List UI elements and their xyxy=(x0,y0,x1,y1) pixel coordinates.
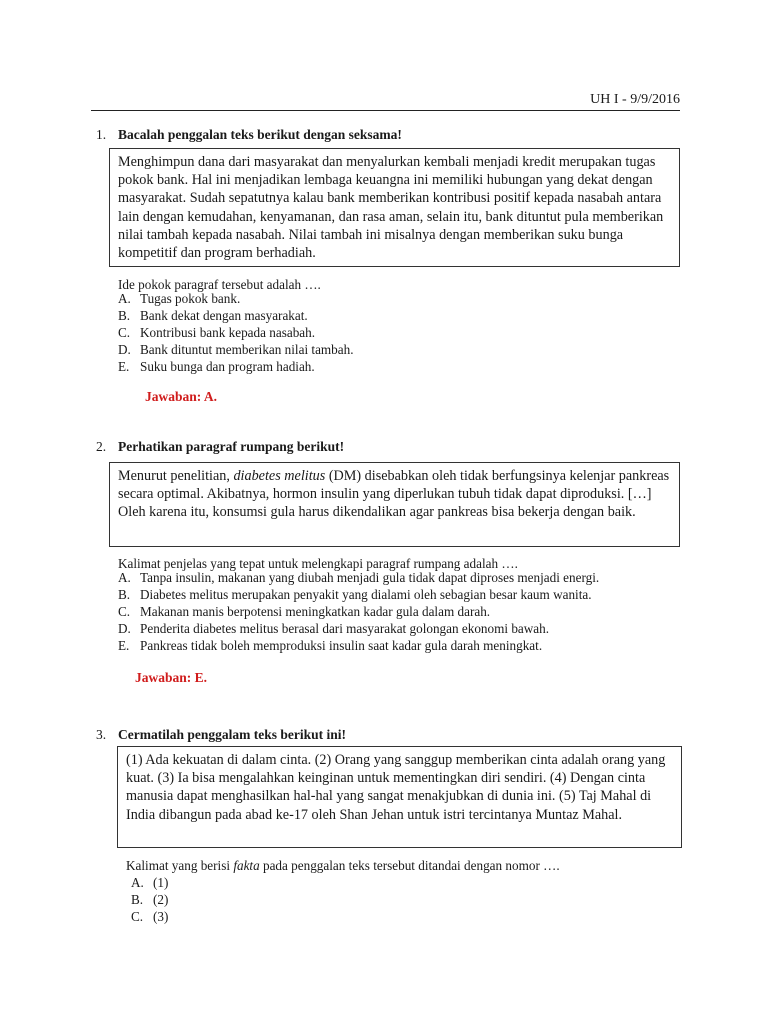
answer-label: Jawaban: E. xyxy=(135,670,208,685)
option[interactable]: C. Kontribusi bank kepada nasabah. xyxy=(118,324,316,340)
header-label: UH I - 9/9/2016 xyxy=(590,92,680,107)
option[interactable]: D. Penderita diabetes melitus berasal dari masyarakat golongan ekonomi bawah. xyxy=(118,620,550,636)
q3-prompt: Kalimat yang berisi fakta pada penggalan teks tersebut ditandai dengan nomor …. xyxy=(126,858,560,873)
q3-options xyxy=(131,875,168,926)
q1-passage-box xyxy=(109,148,680,267)
passage-text: (1) Ada kekuatan di dalam cinta. (2) Orang yang sanggup memberikan cinta adalah orang yang kuat. (3) Ia bisa mengalahkan keinginan untuk mementingkan diri sendiri. (4) Dengan cinta manusia dapat menghasilkan hal-hal yang sangat menakjubkan di dunia ini. (5) Taj Mahal di India dibangun pada abad ke-17 oleh Shan Jehan untuk istri tercintanya Muntaz Mahal. xyxy=(126,752,666,823)
q2-prompt: Kalimat penjelas yang tepat untuk melengkapi paragraf rumpang adalah …. xyxy=(118,556,518,571)
q3-passage-box xyxy=(117,746,682,848)
passage-text: Menghimpun dana dari masyarakat dan menyalurkan kembali menjadi kredit merupakan tugas pokok bank. Hal ini menjadikan lembaga keuangna ini memiliki hubungan yang dekat dengan masyarakat. Sudah sepatutnya kalau bank memberikan kontribusi positif kepada nasabah antara lain dengan kemudahan, kenyamanan, dan rasa aman, selain itu, bank dituntut pula memberikan nilai tambah kepada nasabah. Nilai tambah ini misalnya dengan memberikan suku bunga kompetitif dan program berhadiah. xyxy=(118,154,664,262)
option[interactable]: B. Bank dekat dengan masyarakat. xyxy=(118,307,308,323)
option[interactable]: B. Diabetes melitus merupakan penyakit yang dialami oleh sebagian besar kaum wanita. xyxy=(118,586,592,602)
answer-label: Jawaban: A. xyxy=(145,389,218,404)
option[interactable]: E. Pankreas tidak boleh memproduksi insulin saat kadar gula darah meningkat. xyxy=(118,637,543,653)
q2-options xyxy=(118,570,599,654)
passage-text: Menurut penelitian, diabetes melitus (DM) disebabkan oleh tidak berfungsinya kelenjar pankreas secara optimal. Akibatnya, hormon insulin yang diperlukan tubuh tidak dapat diproduksi. […] Oleh karena itu, konsumsi gula harus dikendalikan agar pankreas bisa bekerja dengan baik. xyxy=(118,468,670,521)
option[interactable]: C. Makanan manis berpotensi meningkatkan kadar gula dalam darah. xyxy=(118,603,491,619)
option[interactable]: B. (2) xyxy=(131,891,169,907)
question-title: Cermatilah penggalam teks berikut ini! xyxy=(118,727,346,742)
option[interactable]: A. Tugas pokok bank. xyxy=(118,291,241,306)
question-number: 2. xyxy=(96,439,107,454)
question-title: Perhatikan paragraf rumpang berikut! xyxy=(118,439,345,454)
q1-prompt: Ide pokok paragraf tersebut adalah …. xyxy=(118,277,321,292)
question-number: 1. xyxy=(96,127,107,142)
question-title: Bacalah penggalan teks berikut dengan seksama! xyxy=(118,127,402,142)
option[interactable]: C. (3) xyxy=(131,908,169,924)
q2-passage-box xyxy=(109,462,680,547)
option[interactable]: A. Tanpa insulin, makanan yang diubah menjadi gula tidak dapat diproses menjadi energi. xyxy=(118,570,600,585)
option[interactable]: A. (1) xyxy=(131,875,169,890)
question-number: 3. xyxy=(96,727,107,742)
option[interactable]: D. Bank dituntut memberikan nilai tambah. xyxy=(118,341,354,357)
q1-options xyxy=(118,291,354,375)
page-header xyxy=(91,92,680,111)
option[interactable]: E. Suku bunga dan program hadiah. xyxy=(118,358,315,374)
